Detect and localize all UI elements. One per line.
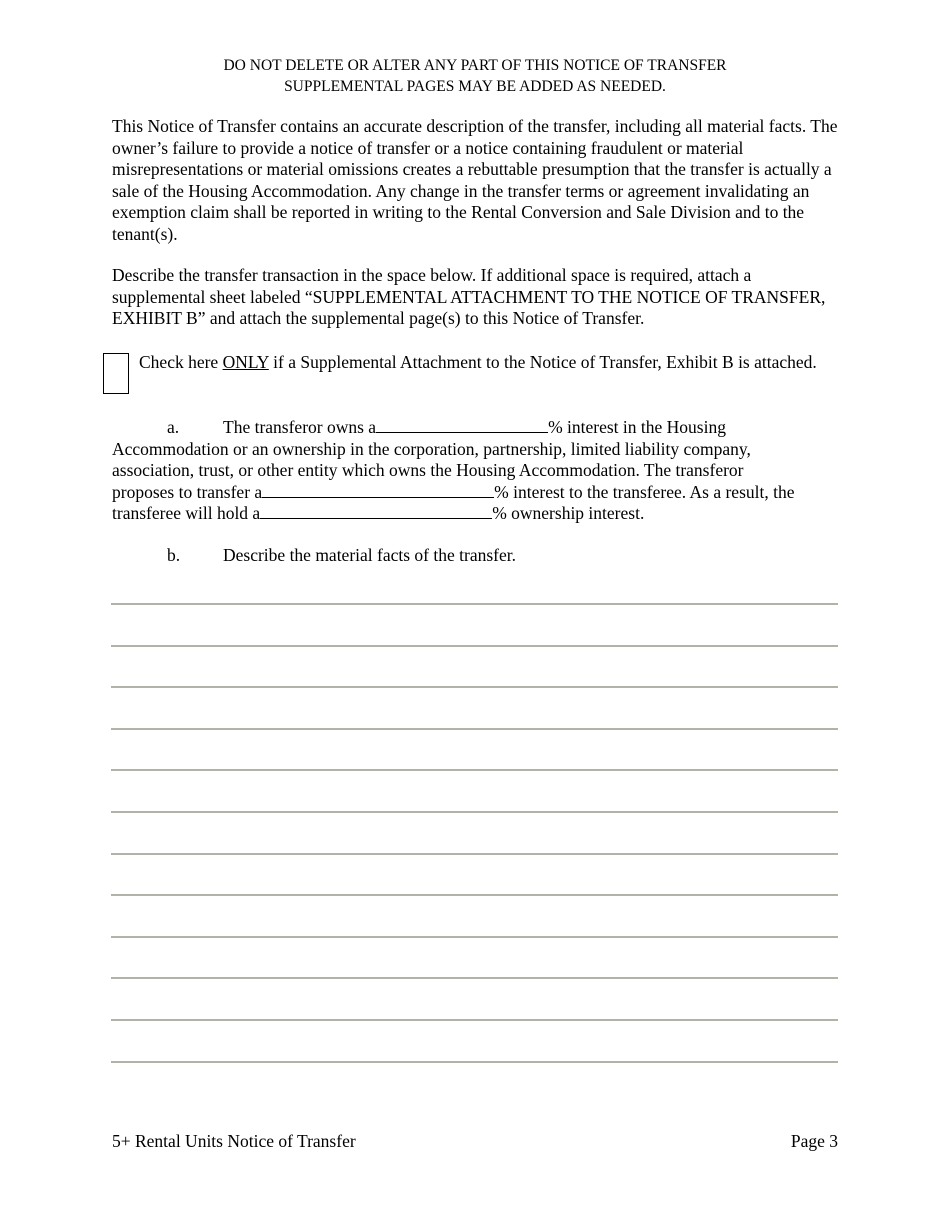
writing-line[interactable] — [111, 728, 838, 770]
item-a-transfer-suffix: % interest to the transferee. As a result, the — [494, 482, 795, 502]
item-a-owns-label: The transferor owns a — [223, 417, 377, 437]
item-a-line-4 — [112, 482, 794, 504]
item-a-letter: a. — [167, 417, 180, 437]
item-a-hold-label: transferee will hold a — [112, 503, 261, 523]
describe-instructions: Describe the transfer transaction in the space below. If additional space is required, attach a supplemental sheet labeled “SUPPLEMENTAL ATTACHMENT TO THE NOTICE OF TRANSFER, EXHIBIT B” and attach the supplemental page(s) to this Notice of Transfer. — [112, 265, 826, 329]
writing-line[interactable] — [111, 1061, 838, 1103]
writing-line[interactable] — [111, 769, 838, 811]
writing-line[interactable] — [111, 1019, 838, 1061]
writing-line[interactable] — [111, 853, 838, 895]
item-a-transfer-label: proposes to transfer a — [112, 482, 263, 502]
item-a-line-3: association, trust, or other entity which owns the Housing Accommodation. The transferor — [112, 460, 744, 480]
item-b-letter: b. — [167, 545, 181, 565]
item-a-line-2: Accommodation or an ownership in the corporation, partnership, limited liability company, — [112, 439, 751, 459]
item-a-line-5 — [112, 503, 644, 525]
writing-line[interactable] — [111, 936, 838, 978]
transfer-interest-field[interactable] — [262, 482, 494, 498]
material-facts-writing-area[interactable] — [111, 603, 838, 1102]
footer-document-title: 5+ Rental Units Notice of Transfer — [112, 1131, 356, 1151]
supplemental-attachment-label — [139, 352, 839, 374]
writing-line[interactable] — [111, 977, 838, 1019]
header-line-1: DO NOT DELETE OR ALTER ANY PART OF THIS NOTICE OF TRANSFER — [223, 57, 727, 74]
item-a-owns-suffix: % interest in the Housing — [548, 417, 726, 437]
header-line-2: SUPPLEMENTAL PAGES MAY BE ADDED AS NEEDED. — [284, 78, 666, 95]
item-b-text: Describe the material facts of the transfer. — [223, 545, 516, 565]
writing-line[interactable] — [111, 645, 838, 687]
notice-header — [112, 55, 838, 97]
item-a-hold-suffix: % ownership interest. — [492, 503, 645, 523]
writing-line[interactable] — [111, 811, 838, 853]
writing-line[interactable] — [111, 894, 838, 936]
intro-paragraph: This Notice of Transfer contains an accurate description of the transfer, including all material facts. The owner’s failure to provide a notice of transfer or a notice containing fraudulent or material misrepresentations or material omissions creates a rebuttable presumption that the transfer is actually a sale of the Housing Accommodation. Any change in the transfer terms or agreement invalidating an exemption claim shall be reported in writing to the Rental Conversion and Sale Division and to the tenant(s). — [112, 116, 838, 244]
check-label-suffix: if a Supplemental Attachment to the Notice of Transfer, Exhibit B is attached. — [268, 352, 817, 372]
current-interest-field[interactable] — [376, 417, 548, 433]
item-a-line-1 — [223, 417, 726, 439]
writing-line[interactable] — [111, 603, 838, 645]
check-label-emphasis: ONLY — [222, 352, 269, 372]
resulting-interest-field[interactable] — [260, 503, 492, 519]
check-label-prefix: Check here — [139, 352, 223, 372]
supplemental-attachment-checkbox[interactable] — [103, 353, 129, 394]
footer-page-number: Page 3 — [790, 1131, 838, 1151]
writing-line[interactable] — [111, 686, 838, 728]
